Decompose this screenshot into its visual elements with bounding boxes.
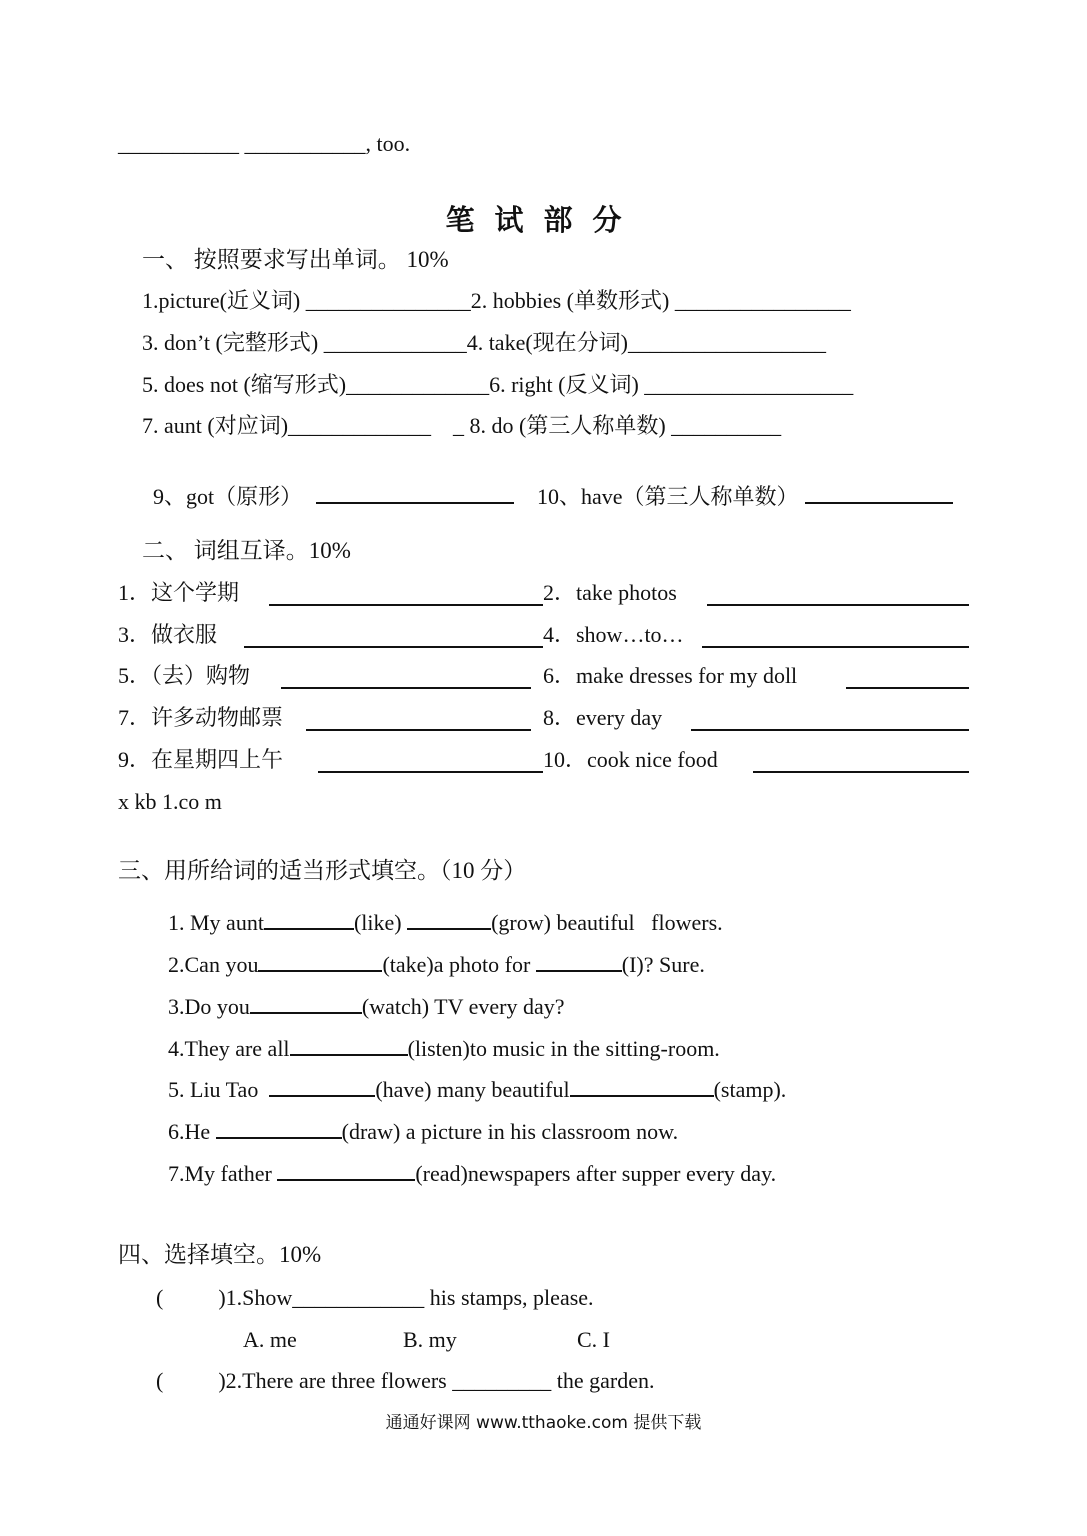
item-text: (listen)to music in the sitting-room. — [407, 1036, 720, 1061]
item-text: (stamp). — [713, 1077, 787, 1102]
answer-blank[interactable] — [707, 584, 969, 606]
answer-blank[interactable] — [753, 751, 969, 773]
page-title: 笔试部分 — [445, 203, 642, 237]
sec2-item-5 — [118, 662, 250, 690]
item-text: 4.They are all — [168, 1036, 290, 1061]
option-c[interactable]: C. I — [577, 1327, 610, 1352]
item-text: 3.Do you — [168, 994, 250, 1019]
answer-blank[interactable] — [570, 1075, 714, 1097]
item-label: 9．在星期四上午 — [118, 747, 284, 772]
sec2-item-8 — [543, 704, 662, 732]
item-label: 10．cook nice food — [543, 747, 718, 772]
sec1-row-1: 1.picture(近义词) _______________2. hobbies (单数形式) ________________ — [142, 288, 851, 313]
item-text: (grow) beautiful flowers. — [491, 910, 723, 935]
sec4-question-2: ( )2.There are three flowers _________ the garden. — [156, 1368, 655, 1393]
item-text: 2.Can you — [168, 952, 259, 977]
answer-blank[interactable] — [269, 1075, 375, 1097]
section-1-heading: 一、 按照要求写出单词。 10% — [142, 247, 449, 272]
sec1-row-2: 3. don’t (完整形式) _____________4. take(现在分词)__________________ — [142, 330, 826, 355]
sec2-item-7 — [118, 704, 283, 732]
section-2-heading: 二、 词组互译。10% — [142, 538, 351, 563]
sec2-item-3 — [118, 621, 217, 649]
sec3-item-2 — [168, 950, 705, 979]
sec2-item-9 — [118, 746, 283, 774]
item-text: 7.My father — [168, 1161, 278, 1186]
answer-blank[interactable] — [318, 751, 543, 773]
sec2-item-4 — [543, 621, 684, 649]
section-4-heading: 四、选择填空。10% — [118, 1242, 322, 1267]
item-text: (watch) TV every day? — [361, 994, 565, 1019]
page-footer: 通通好课网 www.tthaoke.com 提供下载 — [385, 1413, 702, 1433]
item-label: 6．make dresses for my doll — [543, 663, 798, 688]
answer-blank[interactable] — [805, 482, 953, 504]
sec2-item-2 — [543, 579, 677, 607]
answer-blank[interactable] — [306, 709, 531, 731]
item-text: (take)a photo for — [382, 952, 536, 977]
answer-blank[interactable] — [250, 992, 362, 1014]
sec1-row-3: 5. does not (缩写形式)_____________6. right (反义词) ___________________ — [142, 372, 854, 397]
sec3-item-6 — [168, 1117, 678, 1146]
answer-blank[interactable] — [264, 908, 354, 930]
answer-blank[interactable] — [846, 667, 969, 689]
answer-blank[interactable] — [691, 709, 969, 731]
answer-blank[interactable] — [269, 584, 543, 606]
sec2-item-10 — [543, 746, 718, 774]
answer-blank[interactable] — [316, 482, 514, 504]
answer-blank[interactable] — [216, 1117, 342, 1139]
sec1-row-4: 7. aunt (对应词)_____________ _ 8. do (第三人称单数) __________ — [142, 413, 782, 438]
item-label: 8．every day — [543, 705, 663, 730]
answer-blank[interactable] — [536, 950, 622, 972]
sec4-question-1: ( )1.Show____________ his stamps, please. — [156, 1285, 594, 1310]
item-text: (read)newspapers after supper every day. — [415, 1161, 777, 1186]
item-text: 6.He — [168, 1119, 216, 1144]
sec3-item-4 — [168, 1034, 720, 1063]
answer-blank[interactable] — [277, 1159, 415, 1181]
answer-blank[interactable] — [258, 950, 382, 972]
answer-blank[interactable] — [244, 626, 543, 648]
sec1-row-5 — [142, 454, 514, 511]
item-label: 5．（去）购物 — [118, 663, 251, 688]
sec1-row-5-right — [526, 454, 953, 511]
item-text: (draw) a picture in his classroom now. — [341, 1119, 679, 1144]
row5-right-label: 10、have（第三人称单数） — [537, 484, 799, 509]
sec3-item-7 — [168, 1159, 776, 1188]
sec2-item-6 — [543, 662, 797, 690]
continuation-line: ___________ ___________, too. — [118, 131, 411, 156]
item-label: 2．take photos — [543, 580, 677, 605]
answer-blank[interactable] — [281, 667, 531, 689]
sec2-item-1 — [118, 579, 239, 607]
option-b[interactable]: B. my — [403, 1327, 457, 1352]
answer-blank[interactable] — [702, 626, 969, 648]
item-text: (I)? Sure. — [621, 952, 705, 977]
item-label: 4．show…to… — [543, 622, 684, 647]
sec3-item-3 — [168, 992, 565, 1021]
item-text: (have) many beautiful — [375, 1077, 570, 1102]
item-label: 3．做衣服 — [118, 622, 218, 647]
item-text: 5. Liu Tao — [168, 1077, 270, 1102]
source-note: x kb 1.co m — [118, 789, 222, 814]
section-3-heading: 三、用所给词的适当形式填空。（10 分） — [118, 858, 527, 883]
item-text: (like) — [353, 910, 408, 935]
item-text: 1. My aunt — [168, 910, 264, 935]
row5-left-label: 9、got（原形） — [153, 484, 303, 509]
sec3-item-5 — [168, 1075, 786, 1104]
answer-blank[interactable] — [290, 1034, 408, 1056]
sec3-item-1 — [168, 908, 723, 937]
item-label: 7．许多动物邮票 — [118, 705, 284, 730]
option-a[interactable]: A. me — [243, 1327, 297, 1352]
answer-blank[interactable] — [407, 908, 491, 930]
item-label: 1．这个学期 — [118, 580, 240, 605]
